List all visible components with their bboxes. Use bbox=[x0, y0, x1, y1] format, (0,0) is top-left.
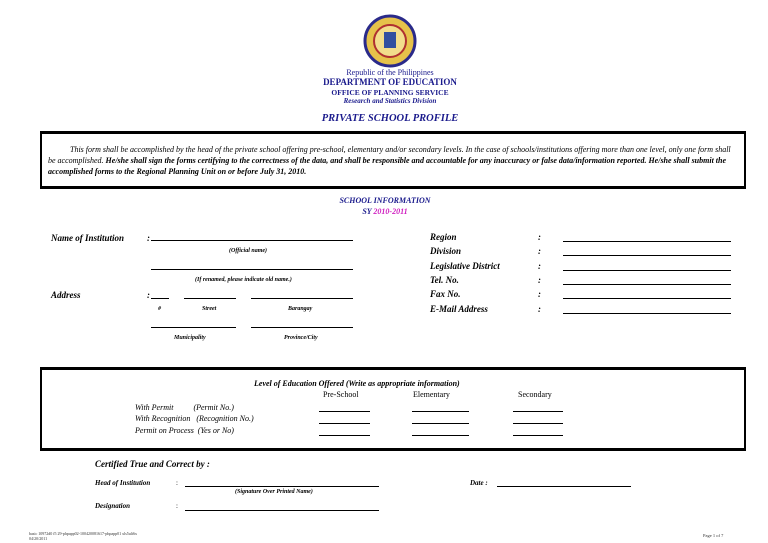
instructions-text: This form shall be accomplished by the head of the private school offering pre-school, elementary and/or secondary levels. In the case of schools/institutions offering more than one level, only one form shall be accomplished. He/she shall sign the forms certifying to the correctness of the data, and shall be responsible and accountable for any inaccuracy or false data/information reported. He/she shall submit the accomplished forms to the Regional Planning Unit on or before July 31, 2010. bbox=[48, 145, 731, 176]
old-name-caption: (If renamed, please indicate old name.) bbox=[195, 277, 292, 283]
deped-seal-logo bbox=[362, 14, 418, 68]
email-label: E-Mail Address bbox=[430, 304, 488, 314]
field[interactable] bbox=[412, 423, 469, 424]
col-elementary: Elementary bbox=[413, 390, 450, 399]
instructions-box bbox=[40, 131, 746, 189]
colon: : bbox=[538, 232, 541, 242]
field[interactable] bbox=[319, 411, 370, 412]
division-label: Division bbox=[430, 246, 462, 256]
levels-title: Level of Education Offered (Write as appropriate information) bbox=[254, 379, 460, 388]
region-label: Region bbox=[430, 232, 457, 242]
head-label: Head of Institution bbox=[95, 479, 151, 487]
street-caption: Street bbox=[202, 306, 217, 312]
colon: : bbox=[538, 261, 541, 271]
legislative-district-field[interactable] bbox=[563, 270, 731, 271]
email-field[interactable] bbox=[563, 313, 731, 314]
municipality-caption: Municipality bbox=[174, 335, 206, 341]
designation-label: Designation bbox=[95, 502, 131, 510]
barangay-field[interactable] bbox=[251, 298, 353, 299]
colon: : bbox=[147, 233, 150, 243]
field[interactable] bbox=[319, 435, 370, 436]
division-text: Research and Statistics Division bbox=[343, 97, 437, 105]
tel-field[interactable] bbox=[563, 284, 731, 285]
row-recognition: With Recognition (Recognition No.) bbox=[135, 414, 254, 423]
field[interactable] bbox=[513, 423, 563, 424]
field[interactable] bbox=[412, 411, 469, 412]
colon: : bbox=[538, 289, 541, 299]
official-name-field[interactable] bbox=[151, 240, 353, 241]
colon: : bbox=[538, 275, 541, 285]
name-label: Name of Institution bbox=[51, 233, 125, 243]
footer-date: 04/20/2011 bbox=[29, 536, 48, 541]
legislative-district-label: Legislative District bbox=[430, 261, 500, 271]
province-field[interactable] bbox=[251, 327, 353, 328]
tel-label: Tel. No. bbox=[430, 275, 459, 285]
date-label: Date : bbox=[470, 479, 488, 487]
address-label: Address bbox=[51, 290, 81, 300]
municipality-field[interactable] bbox=[151, 327, 236, 328]
colon: : bbox=[538, 246, 541, 256]
republic-text: Republic of the Philippines bbox=[346, 68, 434, 77]
fax-label: Fax No. bbox=[430, 289, 461, 299]
signature-caption: (Signature Over Printed Name) bbox=[235, 489, 313, 495]
barangay-caption: Barangay bbox=[288, 306, 313, 312]
row-permit: With Permit (Permit No.) bbox=[135, 403, 234, 412]
no-caption: # bbox=[158, 306, 161, 312]
department-text: DEPARTMENT OF EDUCATION bbox=[323, 77, 457, 87]
colon: : bbox=[147, 290, 150, 300]
field[interactable] bbox=[513, 435, 563, 436]
division-field[interactable] bbox=[563, 255, 731, 256]
region-field[interactable] bbox=[563, 241, 731, 242]
row-process: Permit on Process (Yes or No) bbox=[135, 426, 234, 435]
official-name-caption: (Official name) bbox=[229, 248, 268, 254]
col-secondary: Secondary bbox=[518, 390, 552, 399]
house-no-field[interactable] bbox=[151, 298, 169, 299]
field[interactable] bbox=[513, 411, 563, 412]
street-field[interactable] bbox=[184, 298, 236, 299]
signature-field[interactable] bbox=[185, 486, 379, 487]
colon: : bbox=[176, 502, 178, 510]
page-number: Page 1 of 7 bbox=[703, 533, 724, 538]
colon: : bbox=[538, 304, 541, 314]
designation-field[interactable] bbox=[185, 510, 379, 511]
province-caption: Province/City bbox=[284, 335, 318, 341]
form-title: PRIVATE SCHOOL PROFILE bbox=[321, 113, 459, 124]
fax-field[interactable] bbox=[563, 298, 731, 299]
field[interactable] bbox=[412, 435, 469, 436]
school-year: SY 2010-2011 bbox=[362, 207, 408, 216]
old-name-field[interactable] bbox=[151, 269, 353, 270]
footer-file: basic 10972d0 f5 29-phpapp02-100420081617-phpapp01 xls5ult6x bbox=[29, 531, 137, 536]
office-text: OFFICE OF PLANNING SERVICE bbox=[331, 88, 449, 97]
field[interactable] bbox=[319, 423, 370, 424]
col-preschool: Pre-School bbox=[323, 390, 359, 399]
colon: : bbox=[176, 479, 178, 487]
certify-title: Certified True and Correct by : bbox=[95, 459, 210, 469]
date-field[interactable] bbox=[497, 486, 631, 487]
section-title: SCHOOL INFORMATION bbox=[339, 196, 431, 205]
